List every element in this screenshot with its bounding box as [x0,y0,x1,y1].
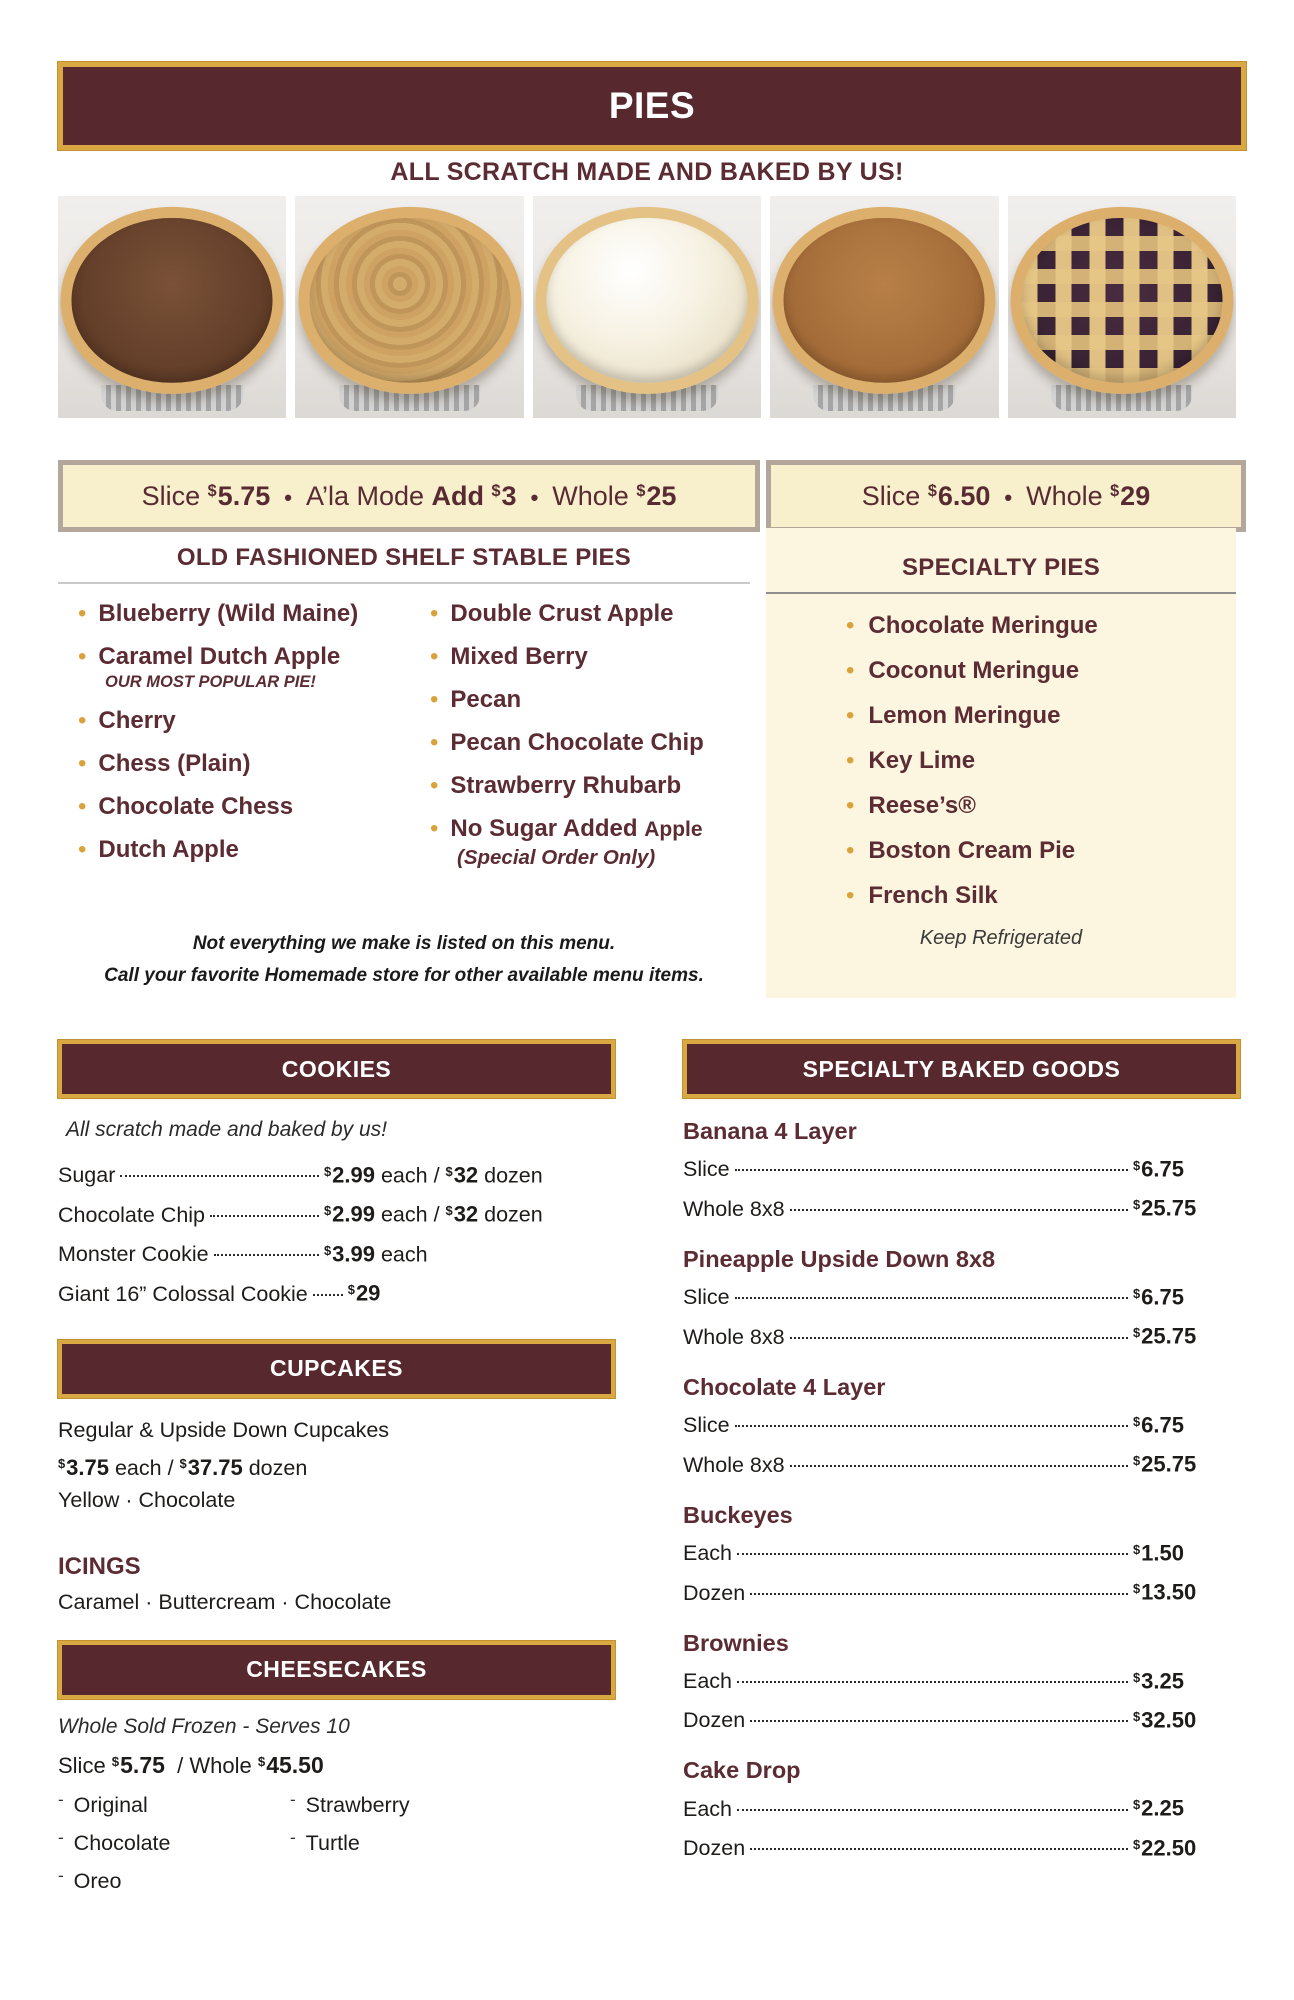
group-heading: Brownies [683,1629,789,1656]
cheesecake-flavor-column-1 [58,1787,290,1901]
item-price: $6.75 [1133,1412,1184,1438]
dollar-sign: $ [257,1754,266,1770]
dollar-sign: $ [1133,1708,1141,1724]
blueberry-lattice-pie-photo [1008,196,1236,418]
separator-dot: • [1004,484,1013,510]
old-fashioned-heading: OLD FASHIONED SHELF STABLE PIES [176,544,632,571]
group-heading: Chocolate 4 Layer [683,1373,886,1400]
pie-image [773,207,996,393]
menu-line [58,1154,615,1193]
slice-price: 6.50 [937,480,991,511]
whole-price: 29 [1120,480,1151,511]
icings-flavors: Caramel · Buttercream · Chocolate [58,1589,392,1614]
heading-divider [58,582,750,584]
menu-footnote [58,928,750,992]
pie-name: • Key Lime [868,747,976,774]
pie-note: OUR MOST POPULAR PIE! [105,673,316,691]
dollar-sign: $ [1133,1413,1141,1429]
heading-divider [766,592,1236,594]
pie-name: • Chess (Plain) [98,750,251,777]
standard-pies-price-banner [58,460,760,532]
pie-list-item [78,836,430,864]
group-heading: Pineapple Upside Down 8x8 [683,1245,996,1272]
item-name: Dozen [683,1580,746,1605]
menu-line [683,1187,1240,1226]
flavor-item: - Chocolate [58,1825,290,1863]
item-price: $29 [347,1280,381,1306]
whole-label: Whole [552,480,629,511]
cheesecake-flavor-column-2 [290,1787,615,1901]
dollar-sign: $ [1133,1453,1141,1469]
item-name: Slice [683,1285,730,1310]
dollar-sign: $ [1133,1797,1141,1813]
menu-line [58,1272,615,1311]
item-price: $1.50 [1133,1540,1184,1566]
pie-name: • Caramel Dutch Apple [98,643,341,670]
pie-list-item [430,815,750,870]
dollar-sign: $ [636,482,646,501]
add-label: Add [431,480,484,511]
dollar-sign: $ [58,1456,66,1472]
dotted-leader [735,1169,1128,1171]
cheesecake-flavor-columns [58,1787,615,1901]
baked-goods-group [683,1757,1240,1866]
flavor-item: - Strawberry [290,1787,615,1825]
pies-header-banner [58,62,1246,150]
dotted-leader [120,1175,319,1177]
old-fashioned-column-2 [430,600,750,885]
item-name: Each [683,1796,733,1821]
cheesecakes-price-line: Slice $5.75 / Whole $45.50 [58,1751,324,1778]
dollar-sign: $ [1133,1581,1141,1597]
dollar-sign: $ [1133,1158,1141,1173]
dollar-sign: $ [1133,1836,1141,1852]
pie-list-item [846,837,1236,865]
pie-name: • Lemon Meringue [868,702,1061,729]
meringue-pie-photo [533,196,761,418]
menu-line [683,1276,1240,1315]
pie-name: • Double Crust Apple [450,600,674,627]
group-heading: Cake Drop [683,1757,801,1784]
item-name: Sugar [58,1163,116,1188]
dotted-leader [735,1297,1128,1299]
item-price: $6.75 [1133,1284,1184,1310]
dollar-sign: $ [1133,1325,1141,1341]
menu-line [683,1827,1240,1866]
dollar-sign: $ [1133,1285,1141,1301]
menu-line [683,1660,1240,1699]
specialty-pies-list [846,612,1236,910]
pie-image [298,207,521,393]
pie-image [536,207,759,393]
add-price: 3 [501,480,517,511]
dotted-leader [737,1809,1128,1811]
cheesecakes-banner [58,1641,615,1699]
pie-list-item [846,882,1236,910]
item-name: Slice [683,1413,730,1438]
menu-line [683,1787,1240,1826]
baked-goods-group [683,1246,1240,1355]
pie-list-item [78,750,430,778]
item-price: $25.75 [1133,1323,1197,1349]
item-price: $6.75 [1133,1156,1184,1182]
dollar-sign: $ [1133,1541,1141,1557]
specialty-pies-section [766,528,1236,998]
item-price: $13.50 [1133,1579,1197,1605]
footnote-line-2: Call your favorite Homemade store for other available menu items. [104,965,704,986]
dollar-sign: $ [347,1282,355,1298]
pie-name: • Coconut Meringue [868,657,1080,684]
old-fashioned-columns [58,600,750,885]
pie-list-item [430,686,750,714]
pie-list-item [430,600,750,628]
dollar-sign: $ [1133,1197,1141,1213]
slice-price: 5.75 [217,480,271,511]
item-name: Monster Cookie [58,1242,209,1267]
cupcakes-banner-title: CUPCAKES [269,1355,404,1382]
item-price: $32.50 [1133,1707,1197,1733]
dotted-leader [750,1593,1128,1595]
dollar-sign: $ [111,1754,120,1770]
pie-name: • Dutch Apple [98,836,239,863]
cupcakes-price-line: $3.75 each / $37.75 dozen [58,1454,308,1480]
dotted-leader [790,1209,1128,1211]
pie-image [61,207,284,393]
pie-list-item [78,707,430,735]
pie-name: • French Silk [868,882,998,909]
pie-list-item [430,772,750,800]
dollar-sign: $ [207,482,217,501]
dutch-apple-crumb-pie-photo [295,196,523,418]
baked-goods-group [683,1630,1240,1739]
dollar-sign: $ [324,1164,332,1179]
pie-list-item [78,793,430,821]
keep-refrigerated-note: Keep Refrigerated [919,927,1083,949]
pie-name-suffix: Apple [644,818,703,841]
slice-label: Slice [141,480,201,511]
dollar-sign: $ [1110,482,1120,501]
flavor-item: - Original [58,1787,290,1825]
specialty-baked-goods-title: SPECIALTY BAKED GOODS [802,1055,1121,1082]
pie-name: • Chocolate Chess [98,793,294,820]
pie-list-item [846,702,1236,730]
item-price: $2.25 [1133,1795,1184,1821]
pie-image [1010,207,1233,393]
caramel-topped-pie-photo [770,196,998,418]
specialty-baked-goods-banner [683,1040,1240,1098]
cookies-tagline: All scratch made and baked by us! [66,1118,388,1141]
bottom-right-column [683,1040,1240,1866]
item-name: Whole 8x8 [683,1196,785,1221]
item-price: $3.99 each [324,1241,428,1267]
menu-line [58,1233,615,1272]
item-name: Whole 8x8 [683,1452,785,1477]
specialty-pies-price-banner [766,460,1246,532]
cheesecakes-banner-title: CHEESECAKES [246,1656,427,1683]
dollar-sign: $ [491,482,501,501]
dollar-sign: $ [179,1456,187,1472]
baked-goods-group [683,1118,1240,1227]
pie-name: • Reese’s® [868,792,976,819]
menu-line [683,1315,1240,1354]
baked-goods-group [683,1374,1240,1483]
dotted-leader [210,1215,319,1217]
item-name: Dozen [683,1708,746,1733]
menu-line [683,1532,1240,1571]
page-title: PIES [608,85,696,126]
item-price: $22.50 [1133,1835,1197,1861]
slice-label: Slice [861,480,921,511]
item-price: $25.75 [1133,1195,1197,1221]
dotted-leader [735,1425,1128,1427]
group-heading: Buckeyes [683,1501,793,1528]
pie-name: • Pecan Chocolate Chip [450,729,704,756]
cookies-price-list [58,1154,615,1312]
cookies-banner-title: COOKIES [281,1055,392,1082]
dollar-sign: $ [927,482,937,501]
cupcakes-banner [58,1340,615,1398]
dotted-leader [737,1553,1128,1555]
old-fashioned-column-1 [78,600,430,885]
item-name: Dozen [683,1836,746,1861]
pie-list-item [846,747,1236,775]
item-price: $2.99 each / $32 dozen [324,1201,543,1227]
price-banner-text [862,481,1150,512]
item-price: $3.25 [1133,1667,1184,1693]
page-subtitle: ALL SCRATCH MADE AND BAKED BY US! [390,158,904,186]
dollar-sign: $ [324,1203,332,1219]
menu-line [58,1193,615,1232]
item-name: Each [683,1668,733,1693]
item-name: Each [683,1541,733,1566]
pie-name: • Cherry [98,707,176,734]
pie-name: • Chocolate Meringue [868,612,1098,639]
group-heading: Banana 4 Layer [683,1118,857,1144]
whole-price: 25 [646,480,677,511]
whole-label: Whole [1026,480,1103,511]
dotted-leader [737,1681,1128,1683]
cookies-banner [58,1040,615,1098]
pie-name: • Boston Cream Pie [868,837,1076,864]
pie-name: • Strawberry Rhubarb [450,772,682,799]
separator-dot: • [530,484,539,510]
item-name: Giant 16” Colossal Cookie [58,1281,308,1306]
dollar-sign: $ [445,1203,453,1219]
pie-list-item [846,657,1236,685]
dollar-sign: $ [1133,1669,1141,1685]
footnote-line-1: Not everything we make is listed on this menu. [192,933,616,954]
dotted-leader [313,1294,343,1296]
cheesecakes-tagline: Whole Sold Frozen - Serves 10 [58,1714,350,1738]
alamode-label: A’la Mode [305,480,424,511]
pie-list-item [846,792,1236,820]
pie-name [450,815,702,843]
item-name: Slice [683,1157,730,1182]
pie-list-item [430,643,750,671]
item-price: $2.99 each / $32 dozen [324,1162,543,1188]
price-banner-text [142,481,677,512]
old-fashioned-pies-section [58,544,750,885]
menu-line [683,1148,1240,1187]
item-name: Whole 8x8 [683,1324,785,1349]
dotted-leader [214,1254,319,1256]
bottom-left-column [58,1040,615,1901]
item-name: Chocolate Chip [58,1202,206,1227]
pie-note: (Special Order Only) [457,846,656,869]
pie-name-main: No Sugar Added [450,815,638,842]
dollar-sign: $ [324,1242,332,1258]
cupcakes-flavors: Yellow · Chocolate [58,1487,236,1512]
baked-goods-group [683,1502,1240,1611]
menu-line [683,1404,1240,1443]
pie-name: • Blueberry (Wild Maine) [98,600,359,627]
flavor-item: - Turtle [290,1825,615,1863]
menu-line [683,1699,1240,1738]
pie-name: • Mixed Berry [450,643,588,670]
menu-line [683,1571,1240,1610]
dollar-sign: $ [445,1164,453,1179]
specialty-pies-heading: SPECIALTY PIES [901,554,1101,581]
cupcakes-description: Regular & Upside Down Cupcakes [58,1417,390,1442]
dotted-leader [790,1465,1128,1467]
pie-list-item [846,612,1236,640]
flavor-item: - Oreo [58,1863,290,1901]
pie-list-item [78,600,430,628]
chocolate-chess-pie-photo [58,196,286,418]
pie-name: • Pecan [450,686,522,713]
menu-line [683,1443,1240,1482]
dotted-leader [790,1337,1128,1339]
pie-list-item [430,729,750,757]
dotted-leader [750,1848,1128,1850]
item-price: $25.75 [1133,1451,1197,1477]
dotted-leader [750,1720,1128,1722]
pie-photos-row [58,196,1236,418]
separator-dot: • [284,484,292,510]
icings-heading: ICINGS [58,1552,141,1580]
pie-list-item [78,643,430,692]
